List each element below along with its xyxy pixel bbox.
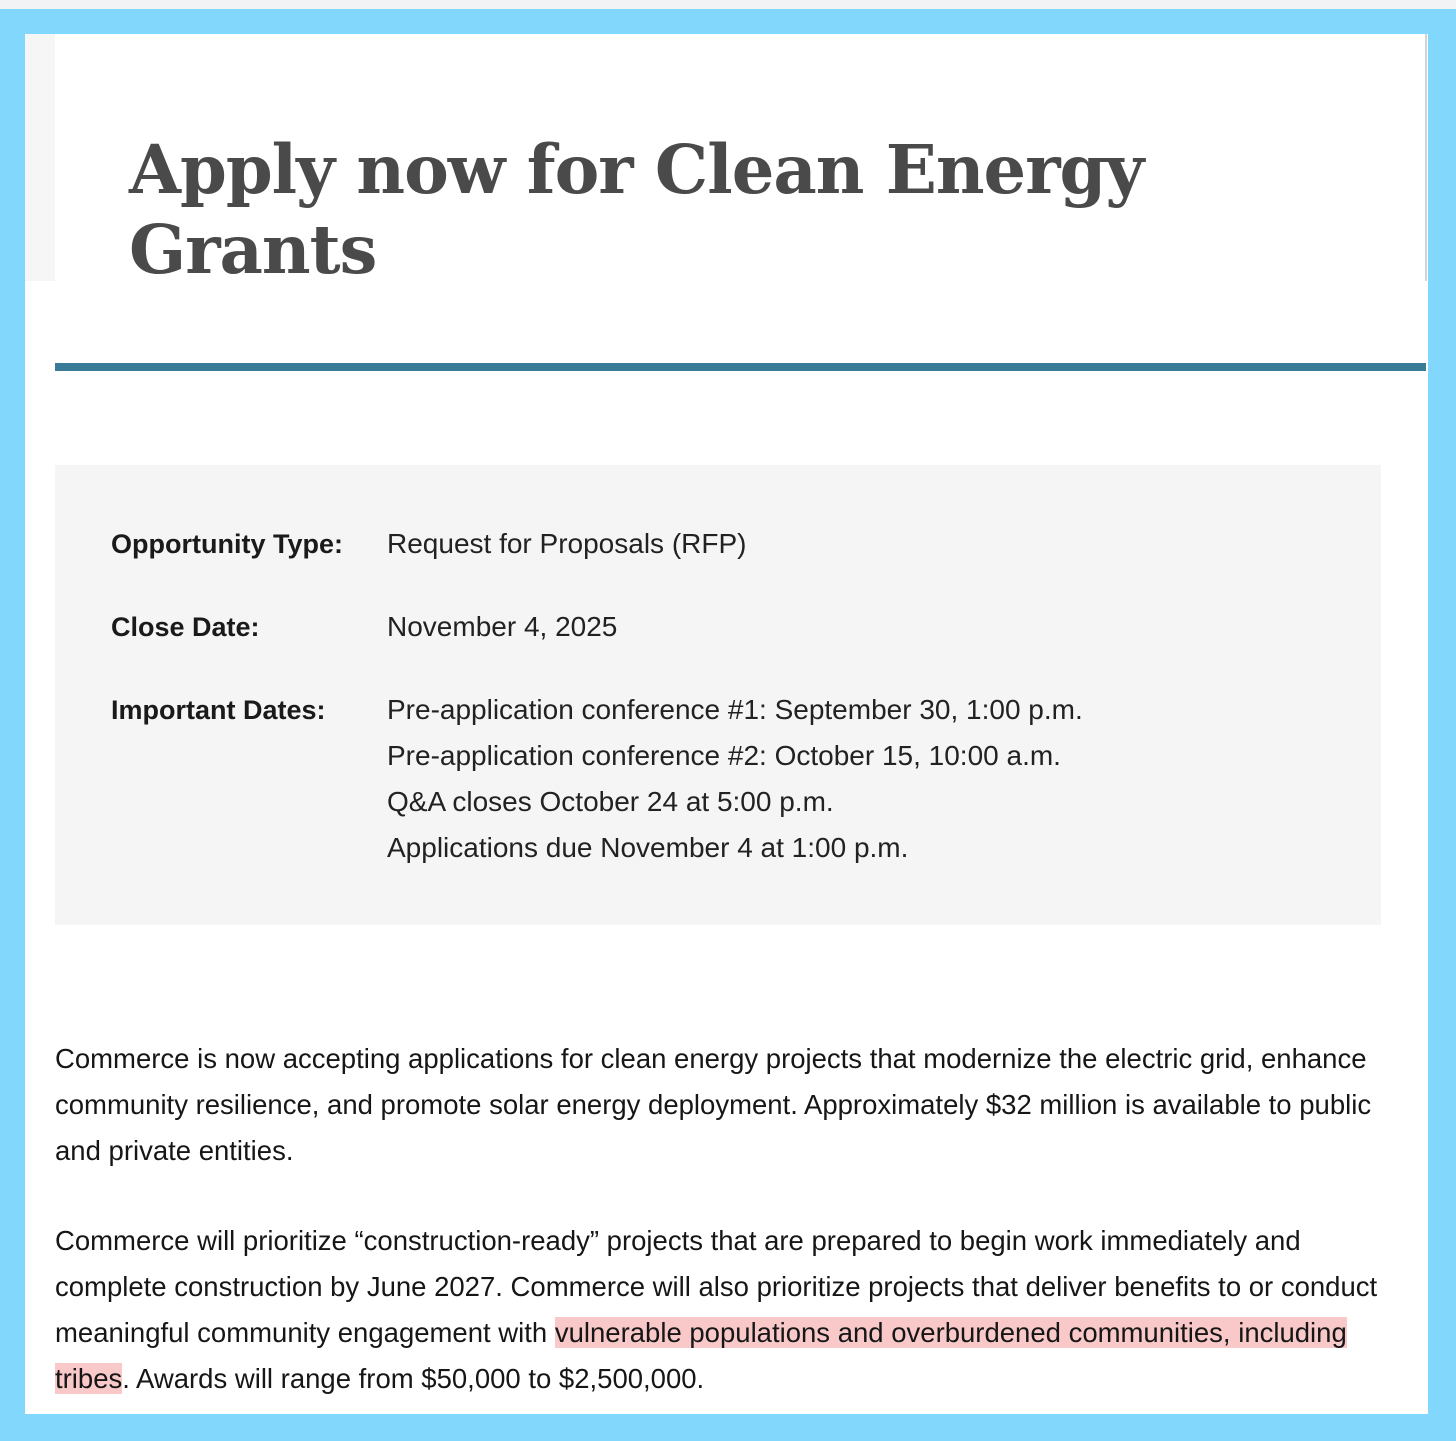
important-dates-label: Important Dates: xyxy=(111,695,326,725)
important-date-item: Pre-application conference #1: September 30, 1:00 p.m. xyxy=(387,694,1083,725)
priority-text: Commerce will prioritize “construction-ready” projects that are prepared to begin work immediately and complete construction by June 2027. Commerce will also prioritize projects that deliver benefits to or conduct meaningful community engagement with xyxy=(55,1225,1378,1348)
awards-text: . Awards will range from $50,000 to $2,500,000. xyxy=(122,1363,705,1394)
opportunity-info-box xyxy=(55,465,1381,925)
important-date-item: Q&A closes October 24 at 5:00 p.m. xyxy=(387,786,834,817)
close-date-label: Close Date: xyxy=(111,612,260,642)
priority-paragraph xyxy=(55,1218,1385,1402)
top-strip xyxy=(0,0,1456,9)
intro-paragraph: Commerce is now accepting applications for clean energy projects that modernize the electric grid, enhance community resilience, and promote solar energy deployment. Approximately $32 million is available to public and private entities. xyxy=(55,1043,1372,1166)
important-date-item: Applications due November 4 at 1:00 p.m. xyxy=(387,832,909,863)
page-container xyxy=(25,34,1428,1414)
important-dates-list xyxy=(387,687,1083,871)
page-title: Apply now for Clean Energy Grants xyxy=(129,130,1144,289)
opportunity-type-value: Request for Proposals (RFP) xyxy=(387,528,747,559)
opportunity-type-label: Opportunity Type: xyxy=(111,529,343,559)
important-date-item: Pre-application conference #2: October 15, 10:00 a.m. xyxy=(387,740,1061,771)
highlighted-text: vulnerable populations and overburdened communities, including tribes xyxy=(55,1317,1347,1394)
title-divider xyxy=(55,363,1426,371)
close-date-value: November 4, 2025 xyxy=(387,611,618,642)
